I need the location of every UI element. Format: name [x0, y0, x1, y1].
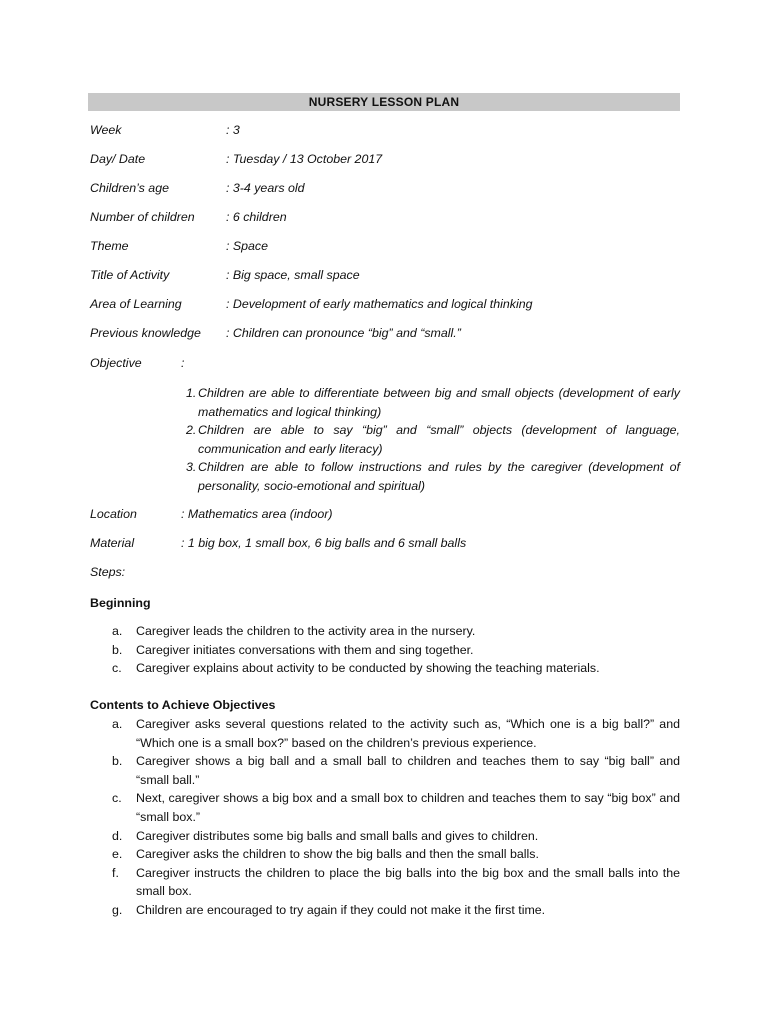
field-label: Objective: [90, 356, 142, 370]
objective-item: [186, 458, 680, 495]
item-letter: f.: [112, 865, 119, 880]
item-letter: a.: [112, 624, 123, 638]
field-label: Children’s age: [90, 181, 169, 195]
field-value: : 6 children: [226, 210, 287, 224]
objective-list: [186, 384, 680, 496]
field-label: Steps:: [90, 565, 126, 579]
item-text: Caregiver shows a big ball and a small ball to children and teaches them to say “big ball” and “small ball.”: [136, 754, 680, 787]
item-text: Caregiver instructs the children to place the big balls into the big box and the small balls into the small box.: [136, 865, 680, 899]
item-letter: d.: [112, 828, 123, 843]
field-value: : 3: [226, 123, 240, 137]
field-label: Number of children: [90, 210, 195, 224]
objective-number: 1.: [186, 386, 197, 400]
field-label: Location: [90, 507, 137, 521]
item-letter: c.: [112, 791, 122, 806]
field-label: Previous knowledge: [90, 326, 201, 340]
objective-text: Children are able to follow instructions and rules by the caregiver (development of personality, socio-emotional and spiritual): [198, 460, 680, 493]
list-item: [112, 845, 680, 864]
objective-number: 2.: [186, 423, 197, 438]
field-value: : Tuesday / 13 October 2017: [226, 152, 383, 166]
list-item: [112, 659, 680, 678]
field-colon: :: [181, 356, 185, 370]
item-letter: c.: [112, 661, 122, 676]
list-item: [112, 622, 680, 641]
objective-text: Children are able to say “big” and “small” objects (development of language, communication and early literacy): [198, 423, 680, 456]
item-text: Caregiver asks the children to show the big balls and then the small balls.: [136, 847, 539, 862]
objective-number: 3.: [186, 460, 197, 475]
list-item: [112, 641, 680, 660]
contents-list: [112, 715, 680, 920]
document-title: NURSERY LESSON PLAN: [88, 93, 680, 111]
objective-item: [186, 384, 680, 421]
item-text: Children are encouraged to try again if they could not make it the first time.: [136, 902, 546, 917]
item-letter: a.: [112, 717, 123, 731]
item-letter: g.: [112, 902, 123, 917]
list-item: [112, 827, 680, 846]
field-label: Week: [90, 123, 122, 137]
objective-text: Children are able to differentiate between big and small objects (development of early mathematics and logical thinking): [198, 386, 680, 419]
item-text: Next, caregiver shows a big box and a small box to children and teaches them to say “big box” and “small box.”: [136, 791, 680, 824]
item-text: Caregiver distributes some big balls and small balls and gives to children.: [136, 828, 539, 843]
list-item: [112, 901, 680, 920]
list-item: [112, 752, 680, 789]
list-item: [112, 789, 680, 826]
objective-item: [186, 421, 680, 458]
field-label: Area of Learning: [90, 297, 182, 311]
beginning-list: [112, 622, 680, 678]
field-value: : 3-4 years old: [226, 181, 305, 195]
item-letter: b.: [112, 754, 123, 769]
field-label: Day/ Date: [90, 152, 146, 166]
field-value: : Space: [226, 239, 269, 253]
item-letter: e.: [112, 847, 123, 862]
item-text: Caregiver explains about activity to be conducted by showing the teaching materials.: [136, 661, 600, 676]
field-value: : Children can pronounce “big” and “small.”: [226, 326, 461, 340]
contents-heading: Contents to Achieve Objectives: [90, 698, 276, 712]
item-text: Caregiver leads the children to the activity area in the nursery.: [136, 624, 476, 638]
beginning-heading: Beginning: [90, 596, 151, 610]
field-value: : 1 big box, 1 small box, 6 big balls and 6 small balls: [181, 536, 467, 550]
item-letter: b.: [112, 642, 123, 657]
field-label: Theme: [90, 239, 129, 253]
item-text: Caregiver asks several questions related to the activity such as, “Which one is a big ball?” and “Which one is a small box?” based on the children’s previous experience.: [136, 717, 680, 750]
list-item: [112, 864, 680, 901]
field-label: Title of Activity: [90, 268, 170, 282]
field-value: : Big space, small space: [226, 268, 360, 282]
field-value: : Development of early mathematics and logical thinking: [226, 297, 533, 311]
item-text: Caregiver initiates conversations with them and sing together.: [136, 642, 474, 657]
list-item: [112, 715, 680, 752]
field-label: Material: [90, 536, 135, 550]
field-value: : Mathematics area (indoor): [181, 507, 333, 521]
